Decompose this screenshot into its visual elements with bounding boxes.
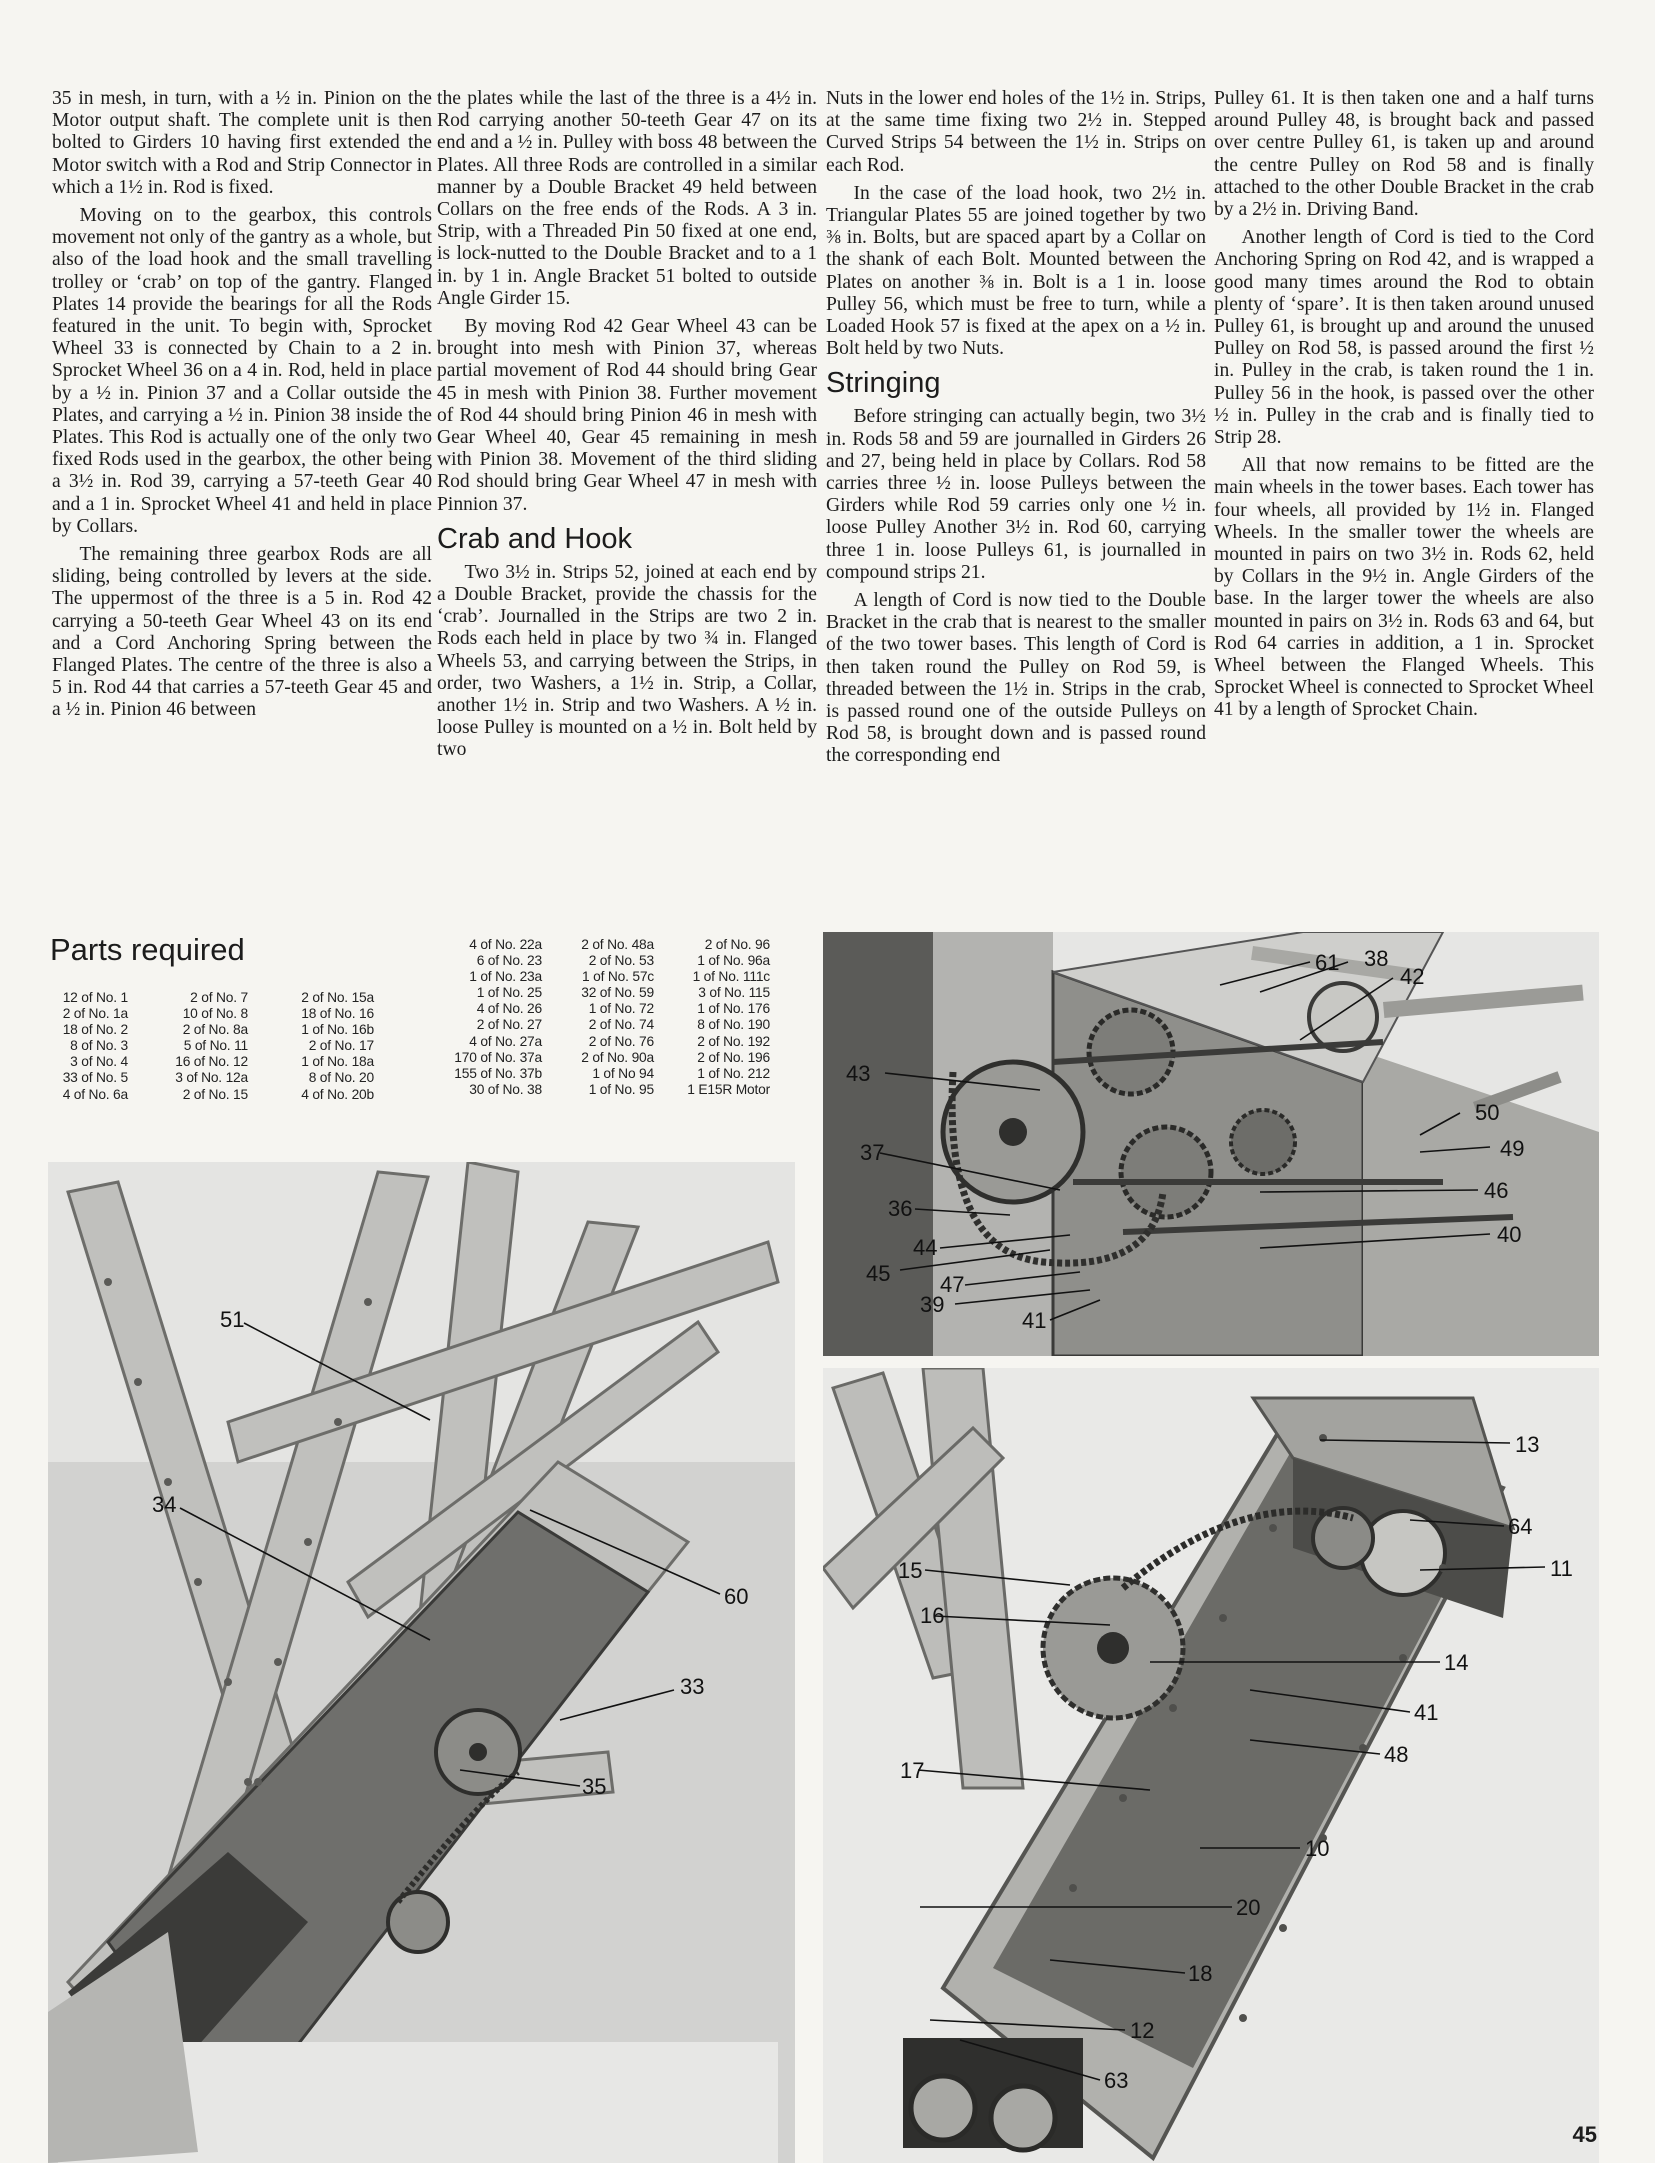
parts-list-item: 2 of No. 15a <box>301 990 374 1005</box>
callout-50: 50 <box>1475 1100 1500 1125</box>
page-number: 45 <box>1572 2122 1597 2147</box>
parts-list-column-1 <box>46 990 128 1103</box>
callout-12: 12 <box>1130 2018 1155 2043</box>
parts-list-item: 4 of No. 6a <box>62 1086 128 1102</box>
parts-list-item: 4 of No. 22a <box>469 937 542 952</box>
parts-list-item: 2 of No. 90a <box>581 1049 654 1065</box>
parts-list-item: 8 of No. 3 <box>70 1038 128 1054</box>
parts-list-item: 32 of No. 59 <box>581 985 654 1001</box>
callout-45: 45 <box>866 1261 891 1286</box>
parts-list-item: 2 of No. 192 <box>697 1033 770 1049</box>
callout-47: 47 <box>940 1272 965 1297</box>
parts-list-item: 30 of No. 38 <box>469 1081 542 1097</box>
parts-list-item: 2 of No. 74 <box>588 1017 654 1033</box>
callout-11: 11 <box>1550 1556 1573 1581</box>
parts-list-item: 1 of No. 111c <box>692 969 770 985</box>
parts-list-item: 1 of No. 212 <box>697 1065 770 1081</box>
body-paragraph: All that now remains to be fitted are the main wheels in the tower bases. Each tower has four wheels, all provided by 1½ in. Flanged Wheels. In the smaller tower the wheels are mounted in pairs on two 3½ in. Rods 62, held by Collars in the 9½ in. Angle Girders of the base. In the larger tower the wheels are also mounted in pairs on 3½ in. Rods 63 and 64, but Rod 64 carries in addition, a 1 in. Sprocket Wheel between the Flanged Wheels. This Sprocket Wheel is connected to Sprocket Wheel 41 by a length of Sprocket Chain. <box>1214 455 1594 721</box>
parts-list-item: 2 of No. 7 <box>190 990 248 1005</box>
callout-33: 33 <box>680 1674 705 1699</box>
callout-64: 64 <box>1508 1514 1533 1539</box>
callout-34: 34 <box>152 1492 177 1517</box>
parts-list-item: 18 of No. 16 <box>301 1006 374 1022</box>
body-paragraph: the plates while the last of the three is a 4½ in. Rod carrying another 50-teeth Gear 47 on its end and a ½ in. Pulley with boss 48 between the Plates. All three Rods are controlled in a similar manner by a Double Bracket 49 held between Collars on the free ends of the Rods. A 3 in. Strip, with a Threaded Pin 50 fixed at one end, is lock-nutted to the Double Bracket and to a 1 in. by 1 in. Angle Bracket 51 bolted to outside Angle Girder 15. <box>437 88 817 309</box>
text-column-2 <box>437 88 817 768</box>
callout-16: 16 <box>920 1603 945 1628</box>
parts-list-item: 155 of No. 37b <box>454 1065 542 1081</box>
callout-49: 49 <box>1500 1136 1525 1161</box>
parts-list-item: 8 of No. 20 <box>308 1070 374 1086</box>
callout-46: 46 <box>1484 1178 1509 1203</box>
callout-14: 14 <box>1444 1650 1469 1675</box>
text-column-1 <box>52 88 432 728</box>
parts-list-item: 16 of No. 12 <box>175 1054 248 1070</box>
body-paragraph: 35 in mesh, in turn, with a ½ in. Pinion on the Motor output shaft. The complete unit is then bolted to Girders 10 having first extended the Motor switch with a Rod and Strip Connector in which a 1½ in. Rod is fixed. <box>52 88 432 198</box>
callout-39: 39 <box>920 1292 945 1317</box>
body-paragraph: By moving Rod 42 Gear Wheel 43 can be brought into mesh with Pinion 37, whereas partial movement of Rod 44 should bring Gear 45 in mesh with Pinion 38. Further movement of Rod 44 should bring Pinion 46 in mesh with Gear Wheel 40, Gear 45 remaining in mesh with Pinion 38. Movement of the third sliding Rod should bring Gear Wheel 47 in mesh with Pinnion 37. <box>437 316 817 515</box>
parts-list-column-4 <box>424 937 542 1098</box>
parts-list-item: 2 of No. 27 <box>476 1017 542 1033</box>
gearbox-tower-photo <box>48 1162 795 2163</box>
parts-list-item: 1 of No. 95 <box>588 1081 654 1097</box>
body-paragraph: Moving on to the gearbox, this controls movement not only of the gantry as a whole, but also of the load hook and the small travelling trolley or ‘crab’ on top of the gantry. Flanged Plates 14 provide the bearings for all the Rods featured in the unit. To begin with, Sprocket Wheel 33 is connected by Chain to a 2 in. Sprocket Wheel 36 on a 4 in. Rod, held in place by a ½ in. Pinion 37 and a Collar outside the Plates, and carrying a ½ in. Pinion 38 inside the Plates. This Rod is actually one of the only two fixed Rods used in the gearbox, the other being a 3½ in. Rod 39, carrying a 57-teeth Gear 40 and a 1 in. Sprocket Wheel 41 and held in place by Collars. <box>52 205 432 537</box>
section-heading: Stringing <box>826 367 941 400</box>
parts-list-item: 4 of No. 26 <box>476 1001 542 1017</box>
callout-43: 43 <box>846 1061 871 1086</box>
parts-list-item: 2 of No. 196 <box>697 1049 770 1065</box>
callout-38: 38 <box>1364 946 1389 971</box>
callout-44: 44 <box>913 1235 938 1260</box>
parts-list-item: 8 of No. 190 <box>697 1017 770 1033</box>
parts-list-item: 33 of No. 5 <box>62 1070 128 1086</box>
section-heading: Crab and Hook <box>437 522 633 555</box>
parts-list-column-5 <box>548 937 654 1098</box>
callout-37: 37 <box>860 1140 885 1165</box>
parts-list-item: 6 of No. 23 <box>476 953 542 969</box>
body-paragraph: The remaining three gearbox Rods are all sliding, being controlled by levers at the side. The uppermost of the three is a 5 in. Rod 42 carrying a 50-teeth Gear Wheel 43 on its end and a Cord Anchoring Spring between the Flanged Plates. The centre of the three is also a 5 in. Rod 44 that carries a 57-teeth Gear 45 and a ½ in. Pinion 46 between <box>52 544 432 721</box>
callout-63: 63 <box>1104 2068 1129 2093</box>
parts-list-item: 18 of No. 2 <box>62 1022 128 1038</box>
parts-list-item: 1 of No 94 <box>592 1065 654 1081</box>
callout-17: 17 <box>900 1758 925 1783</box>
parts-list-item: 2 of No. 17 <box>308 1038 374 1054</box>
callout-35: 35 <box>582 1774 607 1799</box>
callout-36: 36 <box>888 1196 913 1221</box>
parts-required-heading: Parts required <box>50 932 245 967</box>
parts-list-item: 3 of No. 12a <box>175 1070 248 1086</box>
parts-list-item: 170 of No. 37a <box>454 1049 542 1065</box>
parts-list-item: 2 of No. 48a <box>581 937 654 952</box>
callout-61: 61 <box>1315 950 1340 975</box>
parts-list-column-3 <box>258 990 374 1103</box>
parts-list-item: 5 of No. 11 <box>183 1038 248 1054</box>
parts-list-item: 2 of No. 96 <box>704 937 770 952</box>
parts-list-item: 1 of No. 16b <box>301 1022 374 1038</box>
parts-list-item: 1 of No. 96a <box>697 953 770 969</box>
body-paragraph: Nuts in the lower end holes of the 1½ in. Strips, at the same time fixing two 2½ in. Stepped Curved Strips 54 between the 1½ in. Strips on each Rod. <box>826 88 1206 176</box>
callout-48: 48 <box>1384 1742 1409 1767</box>
callout-60: 60 <box>724 1584 749 1609</box>
callout-10: 10 <box>1305 1836 1330 1861</box>
callout-41: 41 <box>1022 1308 1047 1333</box>
callout-13: 13 <box>1515 1432 1540 1457</box>
parts-list-item: 1 E15R Motor <box>687 1081 770 1097</box>
parts-list-item: 1 of No. 25 <box>476 985 542 1001</box>
callout-51: 51 <box>220 1307 245 1332</box>
callout-40: 40 <box>1497 1222 1522 1247</box>
text-column-4 <box>1214 88 1594 728</box>
parts-list-item: 2 of No. 53 <box>588 953 654 969</box>
parts-list-column-2 <box>140 990 248 1103</box>
callout-20: 20 <box>1236 1895 1261 1920</box>
parts-list-item: 1 of No. 57c <box>582 969 654 985</box>
parts-list-item: 2 of No. 8a <box>182 1022 248 1038</box>
callout-15: 15 <box>898 1558 923 1583</box>
parts-list-item: 1 of No. 72 <box>588 1001 654 1017</box>
parts-list-item: 4 of No. 20b <box>301 1086 374 1102</box>
parts-list-item: 12 of No. 1 <box>62 990 128 1005</box>
body-paragraph: Two 3½ in. Strips 52, joined at each end by a Double Bracket, provide the chassis for the ‘crab’. Journalled in the Strips are two 2 in. Rods each held in place by two ¾ in. Flanged Wheels 53, and carrying between the Strips, in order, two Washers, a 1½ in. Strip, a Collar, another 1½ in. Strip and two Washers. A ½ in. loose Pulley is mounted on a ½ in. Bolt held by two <box>437 561 817 761</box>
body-paragraph: Another length of Cord is tied to the Cord Anchoring Spring on Rod 42, and is wrapped a good many times around the Rod to obtain plenty of ‘spare’. It is then taken around unused Pulley 61, is brought up and around the unused Pulley on Rod 58, is passed around the first ½ in. Pulley in the crab, is taken round the 1 in. Pulley 56 in the hook, is passed over the other ½ in. Pulley in the crab and is finally tied to Strip 28. <box>1214 227 1594 449</box>
parts-list-column-6 <box>664 937 770 1098</box>
body-paragraph: A length of Cord is now tied to the Double Bracket in the crab that is nearest to the smaller of the two tower bases. This length of Cord is then taken round the Pulley on Rod 59, is threaded between the 1½ in. Strips in the crab, is passed round one of the outside Pulleys on Rod 58, is brought down and is passed round the corresponding end <box>826 590 1206 767</box>
parts-list-item: 4 of No. 27a <box>469 1033 542 1049</box>
parts-list-item: 1 of No. 18a <box>301 1054 374 1070</box>
parts-list-item: 2 of No. 76 <box>588 1033 654 1049</box>
parts-list-item: 3 of No. 115 <box>698 985 770 1001</box>
callout-18: 18 <box>1188 1961 1213 1986</box>
parts-list-item: 2 of No. 15 <box>182 1086 248 1102</box>
body-paragraph: In the case of the load hook, two 2½ in. Triangular Plates 55 are joined together by two ⅜ in. Bolts, but are spaced apart by a Collar on the shank of each Bolt. Mounted between the Plates on another ⅜ in. Bolt is a 1 in. loose Pulley 56, which must be free to turn, while a Loaded Hook 57 is fixed at the apex on a ½ in. Bolt held by two Nuts. <box>826 182 1206 360</box>
parts-list-item: 10 of No. 8 <box>182 1006 248 1022</box>
parts-list-item: 1 of No. 176 <box>697 1001 770 1017</box>
text-column-3 <box>826 88 1206 774</box>
tower-base-photo <box>823 1368 1599 2163</box>
parts-list-item: 2 of No. 1a <box>62 1006 128 1022</box>
body-paragraph: Pulley 61. It is then taken one and a half turns around Pulley 48, is brought back and passed over centre Pulley 61, is taken up and around the centre Pulley on Rod 58 and is finally attached to the other Double Bracket in the crab by a 2½ in. Driving Band. <box>1214 88 1594 221</box>
body-paragraph: Before stringing can actually begin, two 3½ in. Rods 58 and 59 are journalled in Girders 26 and 27, being held in place by Collars. Rod 58 carries three ½ in. loose Pulleys between the Girders while Rod 59 carries only one ½ in. loose Pulley Another 3½ in. Rod 60, carrying three 1 in. loose Pulleys 61, is journalled in compound strips 21. <box>826 406 1206 583</box>
callout-41-tower: 41 <box>1414 1700 1439 1725</box>
parts-list-item: 3 of No. 4 <box>70 1054 128 1070</box>
parts-list-item: 1 of No. 23a <box>469 969 542 985</box>
callout-42: 42 <box>1400 964 1425 989</box>
